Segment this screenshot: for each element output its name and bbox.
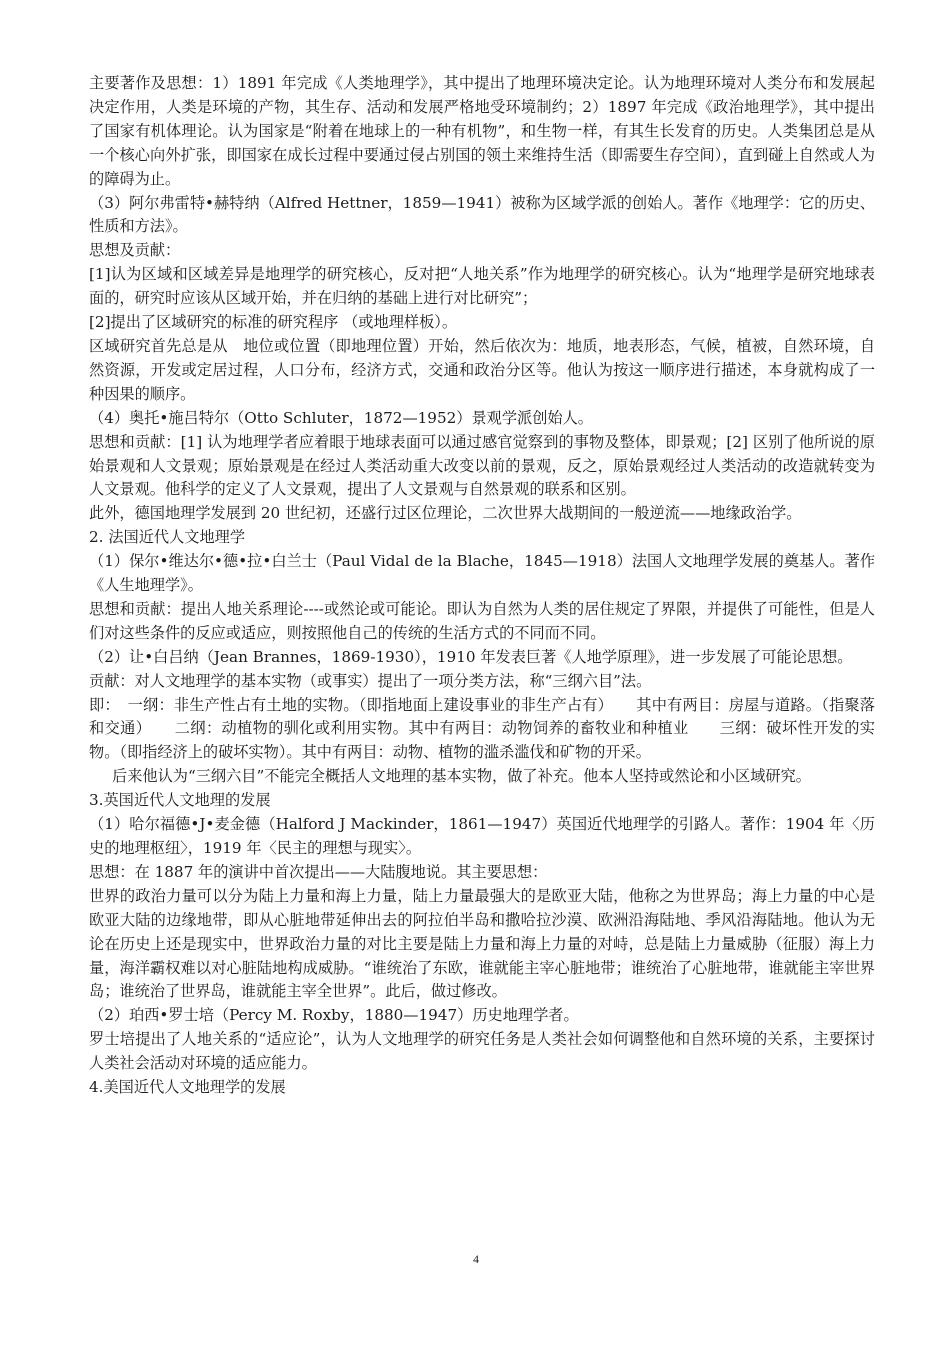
paragraph-roxby: （2）珀西•罗士培（Percy M. Roxby，1880—1947）历史地理学者。 (89, 1006, 579, 1025)
paragraph-schluter-ideas: 思想和贡献：[1] 认为地理学者应着眼于地球表面可以通过感官觉察到的事物及整体，即景观；[2] 区别了他所说的原始景观和人文景观；原始景观是在经过人类活动重大改变以前的景观，反之，原始景观经过人类活动的改造就转变为人文景观。他科学的定义了人文景观，提出了人文景观与自然景观的联系和区别。 (89, 432, 875, 499)
paragraph-heartland-theory: 世界的政治力量可以分为陆上力量和海上力量，陆上力量最强大的是欧亚大陆，他称之为世界岛；海上力量的中心是欧亚大陆的边缘地带，即从心脏地带延伸出去的阿拉伯半岛和撒哈拉沙漠、欧洲沿海陆地、季风沿海陆地。他认为无论在历史上还是现实中，世界政治力量的对比主要是陆上力量和海上力量的对峙，总是陆上力量威胁（征服）海上力量，海洋霸权难以对心脏陆地构成威胁。“谁统治了东欧，谁就能主宰心脏地带；谁统治了心脏地带，谁就能主宰世界岛；谁统治了世界岛，谁就能主宰全世界”。此后，做过修改。 (89, 886, 875, 1001)
paragraph-ratzel-works: 主要著作及思想：1）1891 年完成《人类地理学》，其中提出了地理环境决定论。认为地理环境对人类分布和发展起决定作用，人类是环境的产物，其生存、活动和发展严格地受环境制约；2）1897 年完成《政治地理学》，其中提出了国家有机体理论。认为国家是“附着在地球上的一种有机物”，和生物一样，有其生长发育的历史。人类集团总是从一个核心向外扩张，即国家在成长过程中要通过侵占别国的领土来维持生活（即需要生存空间），直到碰上自然或人为的障碍为止。 (89, 74, 875, 188)
paragraph-schluter: （4）奥托•施吕特尔（Otto Schluter，1872—1952）景观学派创始人。 (89, 408, 593, 427)
paragraph-hettner-idea-1: [1]认为区域和区域差异是地理学的研究核心，反对把“人地关系”作为地理学的研究核心。认为“地理学是研究地球表面的，研究时应该从区域开始，并在归纳的基础上进行对比研究”； (89, 265, 875, 308)
page-number: 4 (473, 1252, 479, 1266)
section-heading-usa: 4.美国近代人文地理学的发展 (89, 1078, 286, 1097)
paragraph-hettner: （3）阿尔弗雷特•赫特纳（Alfred Hettner，1859—1941）被称为区域学派的创始人。著作《地理学：它的历史、性质和方法》。 (89, 193, 875, 236)
paragraph-three-classes-six-items: 即： 一纲：非生产性占有土地的实物。（即指地面上建设事业的非生产占有） 其中有两目：房屋与道路。（指聚落和交通） 二纲：动植物的驯化或利用实物。其中有两目：动物饲养的畜牧业和种植业 三纲：破坏性开发的实物。（即指经济上的破坏实物）。其中有两目：动物、植物的滥杀滥伐和矿物的开采。 (89, 695, 875, 762)
paragraph-regional-procedure: 区域研究首先总是从 地位或位置（即地理位置）开始，然后依次为：地质，地表形态，气候，植被，自然环境，自然资源，开发或定居过程，人口分布，经济方式，交通和政治分区等。他认为按这一顺序进行描述，本身就构成了一种因果的顺序。 (89, 336, 875, 403)
paragraph-hettner-ideas-heading: 思想及贡献： (89, 241, 181, 260)
section-heading-britain: 3.英国近代人文地理的发展 (89, 791, 271, 810)
paragraph-brunhes-contribution: 贡献：对人文地理学的基本实物（或事实）提出了一项分类方法，称“三纲六目”法。 (89, 671, 652, 690)
paragraph-german-location-theory: 此外，德国地理学发展到 20 世纪初，还盛行过区位理论，二次世界大战期间的一般逆流——地缘政治学。 (89, 504, 802, 523)
paragraph-brunhes: （2）让•白吕纳（Jean Brannes，1869-1930），1910 年发表巨著《人地学原理》，进一步发展了可能论思想。 (89, 647, 853, 666)
paragraph-roxby-ideas: 罗士培提出了人地关系的“适应论”，认为人文地理学的研究任务是人类社会如何调整他和自然环境的关系，主要探讨人类社会活动对环境的适应能力。 (89, 1030, 875, 1073)
document-body (89, 72, 875, 1100)
paragraph-mackinder: （1）哈尔福德•J•麦金德（Halford J Mackinder，1861—1947）英国近代地理学的引路人。著作：1904 年〈历史的地理枢纽〉，1919 年〈民主的理想与现实〉。 (89, 815, 875, 857)
paragraph-vidal: （1）保尔•维达尔•德•拉•白兰士（Paul Vidal de la Blache，1845—1918）法国人文地理学发展的奠基人。著作《人生地理学》。 (89, 552, 875, 595)
paragraph-hettner-idea-2: [2]提出了区域研究的标准的研究程序 （或地理样板）。 (89, 313, 458, 332)
paragraph-brunhes-supplement: 后来他认为“三纲六目”不能完全概括人文地理的基本实物，做了补充。他本人坚持或然论和小区域研究。 (112, 767, 811, 786)
section-heading-france: 2. 法国近代人文地理学 (89, 528, 246, 547)
paragraph-mackinder-ideas: 思想：在 1887 年的演讲中首次提出——大陆腹地说。其主要思想： (89, 862, 548, 881)
paragraph-vidal-ideas: 思想和贡献：提出人地关系理论----或然论或可能论。即认为自然为人类的居住规定了界限，并提供了可能性，但是人们对这些条件的反应或适应，则按照他自己的传统的生活方式的不同而不同。 (89, 599, 875, 642)
